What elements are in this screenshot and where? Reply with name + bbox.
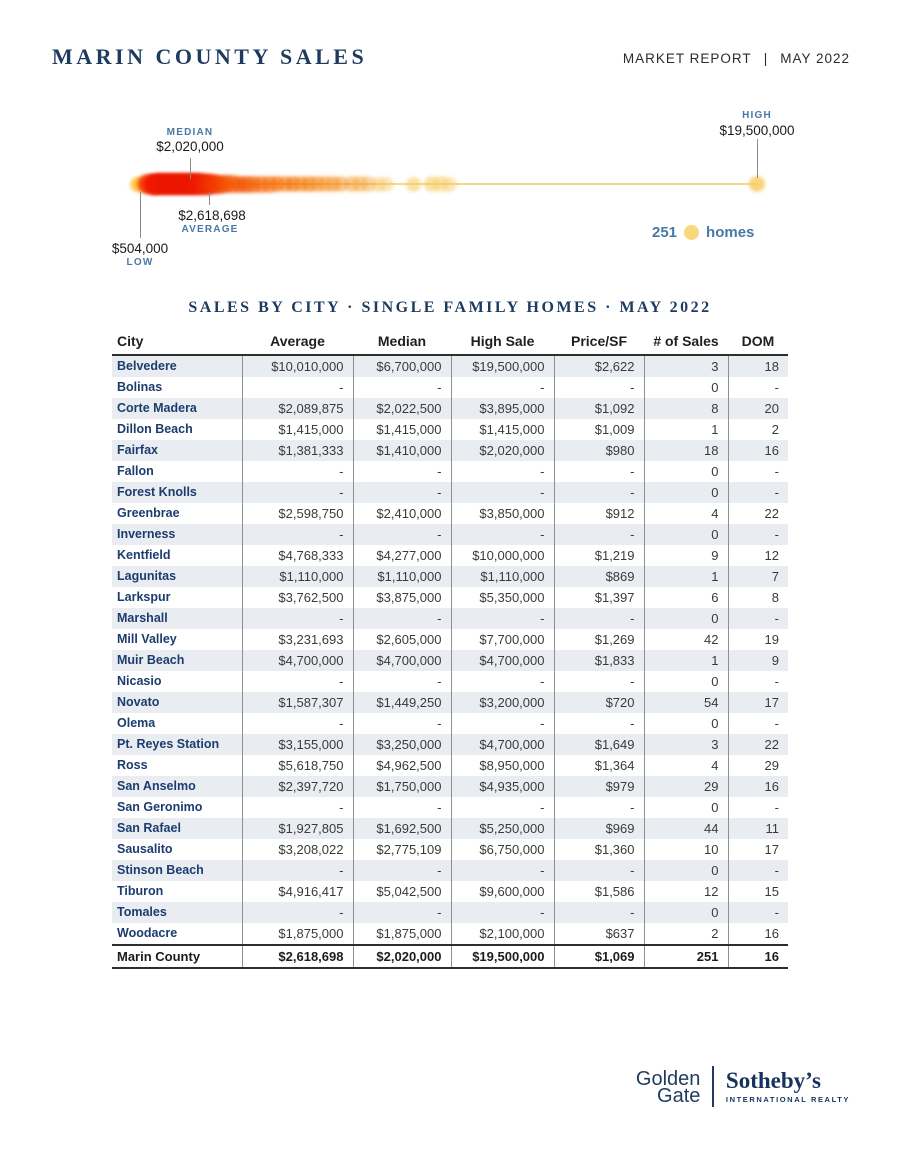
table-row bbox=[112, 524, 788, 545]
value-cell: 8 bbox=[728, 587, 788, 608]
value-cell: - bbox=[728, 713, 788, 734]
value-cell: - bbox=[353, 671, 451, 692]
value-cell: 10 bbox=[644, 839, 728, 860]
value-cell: $2,397,720 bbox=[242, 776, 353, 797]
golden-gate-line1: Golden bbox=[635, 1067, 701, 1090]
table-row bbox=[112, 776, 788, 797]
sale-price-dot bbox=[406, 177, 421, 192]
table-row bbox=[112, 377, 788, 398]
value-cell: $1,415,000 bbox=[242, 419, 353, 440]
value-cell: - bbox=[451, 860, 554, 881]
value-cell: - bbox=[242, 713, 353, 734]
value-cell: - bbox=[451, 713, 554, 734]
city-cell: San Rafael bbox=[117, 821, 181, 835]
city-cell: Sausalito bbox=[117, 842, 173, 856]
value-cell: 6 bbox=[644, 587, 728, 608]
value-cell: 1 bbox=[644, 650, 728, 671]
table-row bbox=[112, 587, 788, 608]
value-cell: $5,250,000 bbox=[451, 818, 554, 839]
table-row bbox=[112, 482, 788, 503]
value-cell: - bbox=[728, 671, 788, 692]
value-cell: 29 bbox=[644, 776, 728, 797]
value-cell: $4,277,000 bbox=[353, 545, 451, 566]
table-row bbox=[112, 398, 788, 419]
table-row bbox=[112, 545, 788, 566]
value-cell: 18 bbox=[728, 355, 788, 377]
column-header: DOM bbox=[728, 330, 788, 355]
value-cell: 0 bbox=[644, 902, 728, 923]
value-cell: $1,110,000 bbox=[451, 566, 554, 587]
report-separator: | bbox=[763, 51, 769, 66]
value-cell: - bbox=[451, 608, 554, 629]
value-cell: 54 bbox=[644, 692, 728, 713]
value-cell: - bbox=[242, 671, 353, 692]
table-row bbox=[112, 503, 788, 524]
value-cell: $3,250,000 bbox=[353, 734, 451, 755]
sales-by-city-table bbox=[112, 330, 788, 969]
value-cell: - bbox=[242, 461, 353, 482]
table-row bbox=[112, 755, 788, 776]
value-cell: 8 bbox=[644, 398, 728, 419]
value-cell: 3 bbox=[644, 734, 728, 755]
value-cell: 17 bbox=[728, 692, 788, 713]
value-cell: 16 bbox=[728, 945, 788, 968]
value-cell: $4,768,333 bbox=[242, 545, 353, 566]
value-cell: 12 bbox=[728, 545, 788, 566]
chart-legend bbox=[652, 224, 754, 241]
column-header: City bbox=[112, 330, 242, 355]
column-header: Median bbox=[353, 330, 451, 355]
value-cell: $2,622 bbox=[554, 355, 644, 377]
value-cell: 0 bbox=[644, 482, 728, 503]
value-cell: $3,231,693 bbox=[242, 629, 353, 650]
table-row bbox=[112, 881, 788, 902]
value-cell: $2,410,000 bbox=[353, 503, 451, 524]
table-row bbox=[112, 692, 788, 713]
table-row bbox=[112, 860, 788, 881]
average-value: $2,618,698 bbox=[178, 208, 246, 223]
value-cell: - bbox=[728, 461, 788, 482]
city-cell: Corte Madera bbox=[117, 401, 197, 415]
value-cell: $3,850,000 bbox=[451, 503, 554, 524]
value-cell: 3 bbox=[644, 355, 728, 377]
value-cell: $7,700,000 bbox=[451, 629, 554, 650]
value-cell: $912 bbox=[554, 503, 644, 524]
value-cell: - bbox=[353, 524, 451, 545]
city-cell: Inverness bbox=[117, 527, 176, 541]
value-cell: $2,100,000 bbox=[451, 923, 554, 945]
value-cell: - bbox=[353, 860, 451, 881]
value-cell: - bbox=[353, 608, 451, 629]
city-cell: Mill Valley bbox=[117, 632, 177, 646]
value-cell: - bbox=[242, 524, 353, 545]
value-cell: 4 bbox=[644, 755, 728, 776]
page-title: MARIN COUNTY SALES bbox=[52, 44, 368, 69]
value-cell: - bbox=[728, 797, 788, 818]
golden-gate-logo bbox=[636, 1068, 713, 1106]
value-cell: 2 bbox=[728, 419, 788, 440]
sothebys-name: Sotheby’s bbox=[725, 1068, 821, 1093]
city-cell: San Geronimo bbox=[117, 800, 203, 814]
value-cell: $3,875,000 bbox=[353, 587, 451, 608]
sale-price-dot bbox=[749, 176, 765, 192]
value-cell: $5,350,000 bbox=[451, 587, 554, 608]
value-cell: 17 bbox=[728, 839, 788, 860]
table-row bbox=[112, 734, 788, 755]
city-cell: Muir Beach bbox=[117, 653, 185, 667]
value-cell: $969 bbox=[554, 818, 644, 839]
value-cell: $4,700,000 bbox=[242, 650, 353, 671]
value-cell: - bbox=[554, 671, 644, 692]
value-cell: - bbox=[554, 608, 644, 629]
sothebys-logo bbox=[714, 1069, 850, 1104]
value-cell: $1,692,500 bbox=[353, 818, 451, 839]
value-cell: $4,700,000 bbox=[353, 650, 451, 671]
value-cell: 0 bbox=[644, 461, 728, 482]
sales-table-section bbox=[112, 299, 788, 969]
value-cell: 29 bbox=[728, 755, 788, 776]
city-cell: Forest Knolls bbox=[117, 485, 197, 499]
sothebys-subtitle: INTERNATIONAL REALTY bbox=[725, 1095, 850, 1104]
value-cell: 16 bbox=[728, 776, 788, 797]
value-cell: - bbox=[554, 524, 644, 545]
report-label: MARKET REPORT bbox=[622, 51, 752, 66]
value-cell: $1,875,000 bbox=[353, 923, 451, 945]
value-cell: $2,598,750 bbox=[242, 503, 353, 524]
value-cell: $1,587,307 bbox=[242, 692, 353, 713]
median-label: MEDIAN bbox=[166, 127, 214, 138]
city-cell: Ross bbox=[117, 758, 148, 772]
value-cell: $19,500,000 bbox=[451, 355, 554, 377]
legend-suffix: homes bbox=[706, 224, 755, 241]
value-cell: $1,410,000 bbox=[353, 440, 451, 461]
value-cell: 18 bbox=[644, 440, 728, 461]
value-cell: $10,010,000 bbox=[242, 355, 353, 377]
table-row bbox=[112, 839, 788, 860]
table-row bbox=[112, 566, 788, 587]
value-cell: - bbox=[728, 482, 788, 503]
value-cell: $2,022,500 bbox=[353, 398, 451, 419]
value-cell: $6,700,000 bbox=[353, 355, 451, 377]
value-cell: 16 bbox=[728, 923, 788, 945]
value-cell: - bbox=[451, 902, 554, 923]
value-cell: - bbox=[242, 377, 353, 398]
value-cell: $2,089,875 bbox=[242, 398, 353, 419]
value-cell: 2 bbox=[644, 923, 728, 945]
column-header: # of Sales bbox=[644, 330, 728, 355]
value-cell: - bbox=[554, 902, 644, 923]
value-cell: $2,618,698 bbox=[242, 945, 353, 968]
city-cell: Lagunitas bbox=[117, 569, 177, 583]
value-cell: 16 bbox=[728, 440, 788, 461]
value-cell: 20 bbox=[728, 398, 788, 419]
table-row bbox=[112, 419, 788, 440]
table-title: SALES BY CITY · SINGLE FAMILY HOMES · MAY 2022 bbox=[188, 299, 712, 316]
value-cell: - bbox=[451, 482, 554, 503]
table-row bbox=[112, 461, 788, 482]
value-cell: - bbox=[728, 377, 788, 398]
value-cell: 0 bbox=[644, 524, 728, 545]
value-cell: $1,415,000 bbox=[353, 419, 451, 440]
table-row bbox=[112, 923, 788, 945]
value-cell: $720 bbox=[554, 692, 644, 713]
median-value: $2,020,000 bbox=[156, 139, 224, 154]
value-cell: $980 bbox=[554, 440, 644, 461]
value-cell: - bbox=[242, 797, 353, 818]
value-cell: - bbox=[353, 482, 451, 503]
table-row bbox=[112, 440, 788, 461]
high-value: $19,500,000 bbox=[719, 123, 795, 138]
value-cell: - bbox=[451, 461, 554, 482]
brand-footer bbox=[636, 1066, 850, 1107]
table-row bbox=[112, 650, 788, 671]
value-cell: 7 bbox=[728, 566, 788, 587]
table-row bbox=[112, 629, 788, 650]
value-cell: - bbox=[242, 608, 353, 629]
average-label: AVERAGE bbox=[181, 224, 239, 235]
low-label: LOW bbox=[126, 257, 154, 268]
value-cell: $1,219 bbox=[554, 545, 644, 566]
value-cell: 1 bbox=[644, 566, 728, 587]
value-cell: $1,415,000 bbox=[451, 419, 554, 440]
value-cell: 19 bbox=[728, 629, 788, 650]
value-cell: 1 bbox=[644, 419, 728, 440]
city-cell: Tomales bbox=[117, 905, 167, 919]
value-cell: $637 bbox=[554, 923, 644, 945]
city-cell: Marshall bbox=[117, 611, 168, 625]
column-header: Average bbox=[242, 330, 353, 355]
city-cell: Larkspur bbox=[117, 590, 171, 604]
value-cell: $1,069 bbox=[554, 945, 644, 968]
value-cell: 11 bbox=[728, 818, 788, 839]
value-cell: - bbox=[451, 797, 554, 818]
city-cell: Bolinas bbox=[117, 380, 163, 394]
value-cell: $1,449,250 bbox=[353, 692, 451, 713]
value-cell: - bbox=[451, 524, 554, 545]
value-cell: - bbox=[554, 461, 644, 482]
value-cell: $2,775,109 bbox=[353, 839, 451, 860]
value-cell: $2,020,000 bbox=[451, 440, 554, 461]
city-cell: Tiburon bbox=[117, 884, 164, 898]
value-cell: 0 bbox=[644, 860, 728, 881]
city-cell: Kentfield bbox=[117, 548, 171, 562]
value-cell: - bbox=[554, 860, 644, 881]
value-cell: 22 bbox=[728, 503, 788, 524]
value-cell: $1,875,000 bbox=[242, 923, 353, 945]
sale-price-dot bbox=[442, 177, 457, 192]
value-cell: - bbox=[353, 377, 451, 398]
value-cell: $1,364 bbox=[554, 755, 644, 776]
value-cell: $1,360 bbox=[554, 839, 644, 860]
city-cell: Nicasio bbox=[117, 674, 162, 688]
median-pointer-line bbox=[190, 158, 191, 179]
value-cell: - bbox=[728, 608, 788, 629]
value-cell: $3,208,022 bbox=[242, 839, 353, 860]
value-cell: 9 bbox=[644, 545, 728, 566]
value-cell: - bbox=[353, 713, 451, 734]
column-header: High Sale bbox=[451, 330, 554, 355]
low-value: $504,000 bbox=[111, 241, 169, 256]
value-cell: $1,009 bbox=[554, 419, 644, 440]
value-cell: $3,200,000 bbox=[451, 692, 554, 713]
value-cell: 9 bbox=[728, 650, 788, 671]
table-row bbox=[112, 797, 788, 818]
city-cell: Fallon bbox=[117, 464, 154, 478]
value-cell: 0 bbox=[644, 608, 728, 629]
city-cell: Dillon Beach bbox=[117, 422, 193, 436]
report-date: MAY 2022 bbox=[780, 51, 850, 66]
value-cell: $4,962,500 bbox=[353, 755, 451, 776]
value-cell: - bbox=[353, 797, 451, 818]
table-total-row bbox=[112, 945, 788, 968]
value-cell: $1,397 bbox=[554, 587, 644, 608]
value-cell: - bbox=[353, 902, 451, 923]
city-cell: Olema bbox=[117, 716, 156, 730]
city-cell: Fairfax bbox=[117, 443, 158, 457]
value-cell: $869 bbox=[554, 566, 644, 587]
value-cell: $1,586 bbox=[554, 881, 644, 902]
table-row bbox=[112, 355, 788, 377]
value-cell: $979 bbox=[554, 776, 644, 797]
value-cell: - bbox=[554, 713, 644, 734]
value-cell: $1,110,000 bbox=[353, 566, 451, 587]
average-pointer-line bbox=[209, 192, 210, 205]
legend-home-dot-icon bbox=[684, 225, 699, 240]
value-cell: 42 bbox=[644, 629, 728, 650]
value-cell: $3,762,500 bbox=[242, 587, 353, 608]
value-cell: - bbox=[353, 461, 451, 482]
low-pointer-line bbox=[140, 192, 141, 238]
value-cell: - bbox=[242, 482, 353, 503]
value-cell: 44 bbox=[644, 818, 728, 839]
city-cell: Woodacre bbox=[117, 926, 178, 940]
value-cell: $9,600,000 bbox=[451, 881, 554, 902]
value-cell: 0 bbox=[644, 377, 728, 398]
table-row bbox=[112, 671, 788, 692]
city-cell: Greenbrae bbox=[117, 506, 180, 520]
value-cell: - bbox=[242, 860, 353, 881]
value-cell: $1,110,000 bbox=[242, 566, 353, 587]
value-cell: $1,750,000 bbox=[353, 776, 451, 797]
table-row bbox=[112, 608, 788, 629]
value-cell: - bbox=[728, 902, 788, 923]
city-cell: Novato bbox=[117, 695, 160, 709]
value-cell: - bbox=[554, 377, 644, 398]
value-cell: $4,700,000 bbox=[451, 734, 554, 755]
city-cell: Belvedere bbox=[117, 359, 177, 373]
value-cell: $3,895,000 bbox=[451, 398, 554, 419]
value-cell: - bbox=[451, 671, 554, 692]
value-cell: - bbox=[728, 860, 788, 881]
value-cell: $10,000,000 bbox=[451, 545, 554, 566]
value-cell: $1,833 bbox=[554, 650, 644, 671]
value-cell: $2,605,000 bbox=[353, 629, 451, 650]
value-cell: $1,381,333 bbox=[242, 440, 353, 461]
value-cell: $8,950,000 bbox=[451, 755, 554, 776]
legend-count: 251 bbox=[652, 224, 678, 241]
value-cell: $4,700,000 bbox=[451, 650, 554, 671]
value-cell: 251 bbox=[644, 945, 728, 968]
sale-price-dot bbox=[379, 177, 394, 192]
value-cell: 22 bbox=[728, 734, 788, 755]
value-cell: 12 bbox=[644, 881, 728, 902]
value-cell: $4,935,000 bbox=[451, 776, 554, 797]
city-cell: Marin County bbox=[112, 945, 242, 968]
value-cell: - bbox=[728, 524, 788, 545]
value-cell: $19,500,000 bbox=[451, 945, 554, 968]
value-cell: $4,916,417 bbox=[242, 881, 353, 902]
high-pointer-line bbox=[757, 139, 758, 178]
value-cell: $6,750,000 bbox=[451, 839, 554, 860]
value-cell: 15 bbox=[728, 881, 788, 902]
value-cell: $1,649 bbox=[554, 734, 644, 755]
value-cell: - bbox=[242, 902, 353, 923]
value-cell: $1,927,805 bbox=[242, 818, 353, 839]
value-cell: 0 bbox=[644, 797, 728, 818]
value-cell: 0 bbox=[644, 713, 728, 734]
table-body bbox=[112, 355, 788, 968]
city-cell: Stinson Beach bbox=[117, 863, 204, 877]
high-label: HIGH bbox=[742, 110, 772, 121]
value-cell: - bbox=[451, 377, 554, 398]
value-cell: $5,618,750 bbox=[242, 755, 353, 776]
table-row bbox=[112, 818, 788, 839]
column-header: Price/SF bbox=[554, 330, 644, 355]
city-cell: Pt. Reyes Station bbox=[117, 737, 220, 751]
value-cell: $1,269 bbox=[554, 629, 644, 650]
value-cell: 0 bbox=[644, 671, 728, 692]
table-row bbox=[112, 902, 788, 923]
value-cell: - bbox=[554, 797, 644, 818]
city-cell: San Anselmo bbox=[117, 779, 196, 793]
golden-gate-line2: Gate bbox=[657, 1085, 701, 1107]
table-header-row bbox=[112, 330, 788, 355]
value-cell: $5,042,500 bbox=[353, 881, 451, 902]
value-cell: 4 bbox=[644, 503, 728, 524]
value-cell: $2,020,000 bbox=[353, 945, 451, 968]
value-cell: $1,092 bbox=[554, 398, 644, 419]
value-cell: $3,155,000 bbox=[242, 734, 353, 755]
value-cell: - bbox=[554, 482, 644, 503]
price-strip-chart bbox=[0, 0, 900, 290]
table-row bbox=[112, 713, 788, 734]
